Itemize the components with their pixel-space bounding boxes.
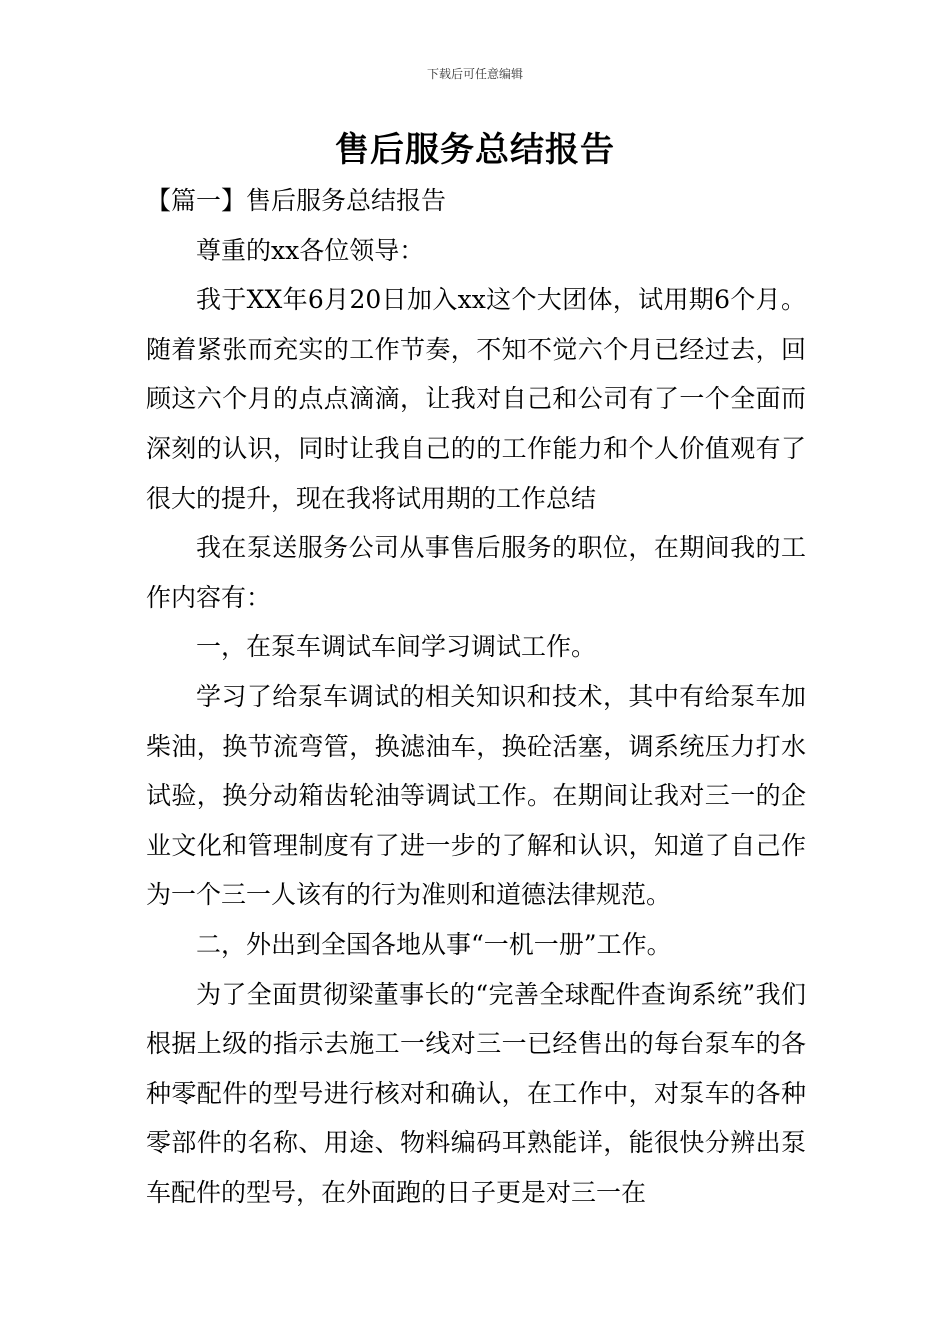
section-heading: 【篇一】售后服务总结报告: [146, 186, 447, 215]
paragraph-position: 我在泵送服务公司从事售后服务的职位，在期间我的工作内容有：: [146, 533, 806, 612]
paragraph-item-one-body: 学习了给泵车调试的相关知识和技术，其中有给泵车加柴油，换节流弯管，换滤油车，换砼活塞，调系统压力打水试验，换分动箱齿轮油等调试工作。在期间让我对三一的企业文化和管理制度有了进一步的了解和认识，知道了自己作为一个三一人该有的行为准则和道德法律规范。: [146, 681, 806, 910]
paragraph-item-one-heading: 一，在泵车调试车间学习调试工作。: [196, 632, 597, 662]
paragraph-item-two-heading: 二，外出到全国各地从事“一机一册”工作。: [196, 929, 672, 959]
paragraph-item-two-body: 为了全面贯彻梁董事长的“完善全球配件查询系统”我们根据上级的指示去施工一线对三一已经售出的每台泵车的各种零配件的型号进行核对和确认，在工作中，对泵车的各种零部件的名称、用途、物料编码耳熟能详，能很快分辨出泵车配件的型号，在外面跑的日子更是对三一在: [146, 979, 806, 1207]
document-body: [146, 176, 806, 1217]
paragraph-intro: 我于XX年6月20日加入xx这个大团体，试用期6个月。随着紧张而充实的工作节奏，不知不觉六个月已经过去，回顾这六个月的点点滴滴，让我对自己和公司有了一个全面而深刻的认识，同时让我自己的的工作能力和个人价值观有了很大的提升，现在我将试用期的工作总结: [146, 285, 806, 513]
header-note: 下载后可任意编辑: [426, 67, 523, 81]
paragraph-salutation: 尊重的xx各位领导：: [196, 235, 425, 265]
document-title: 售后服务总结报告: [335, 130, 615, 170]
